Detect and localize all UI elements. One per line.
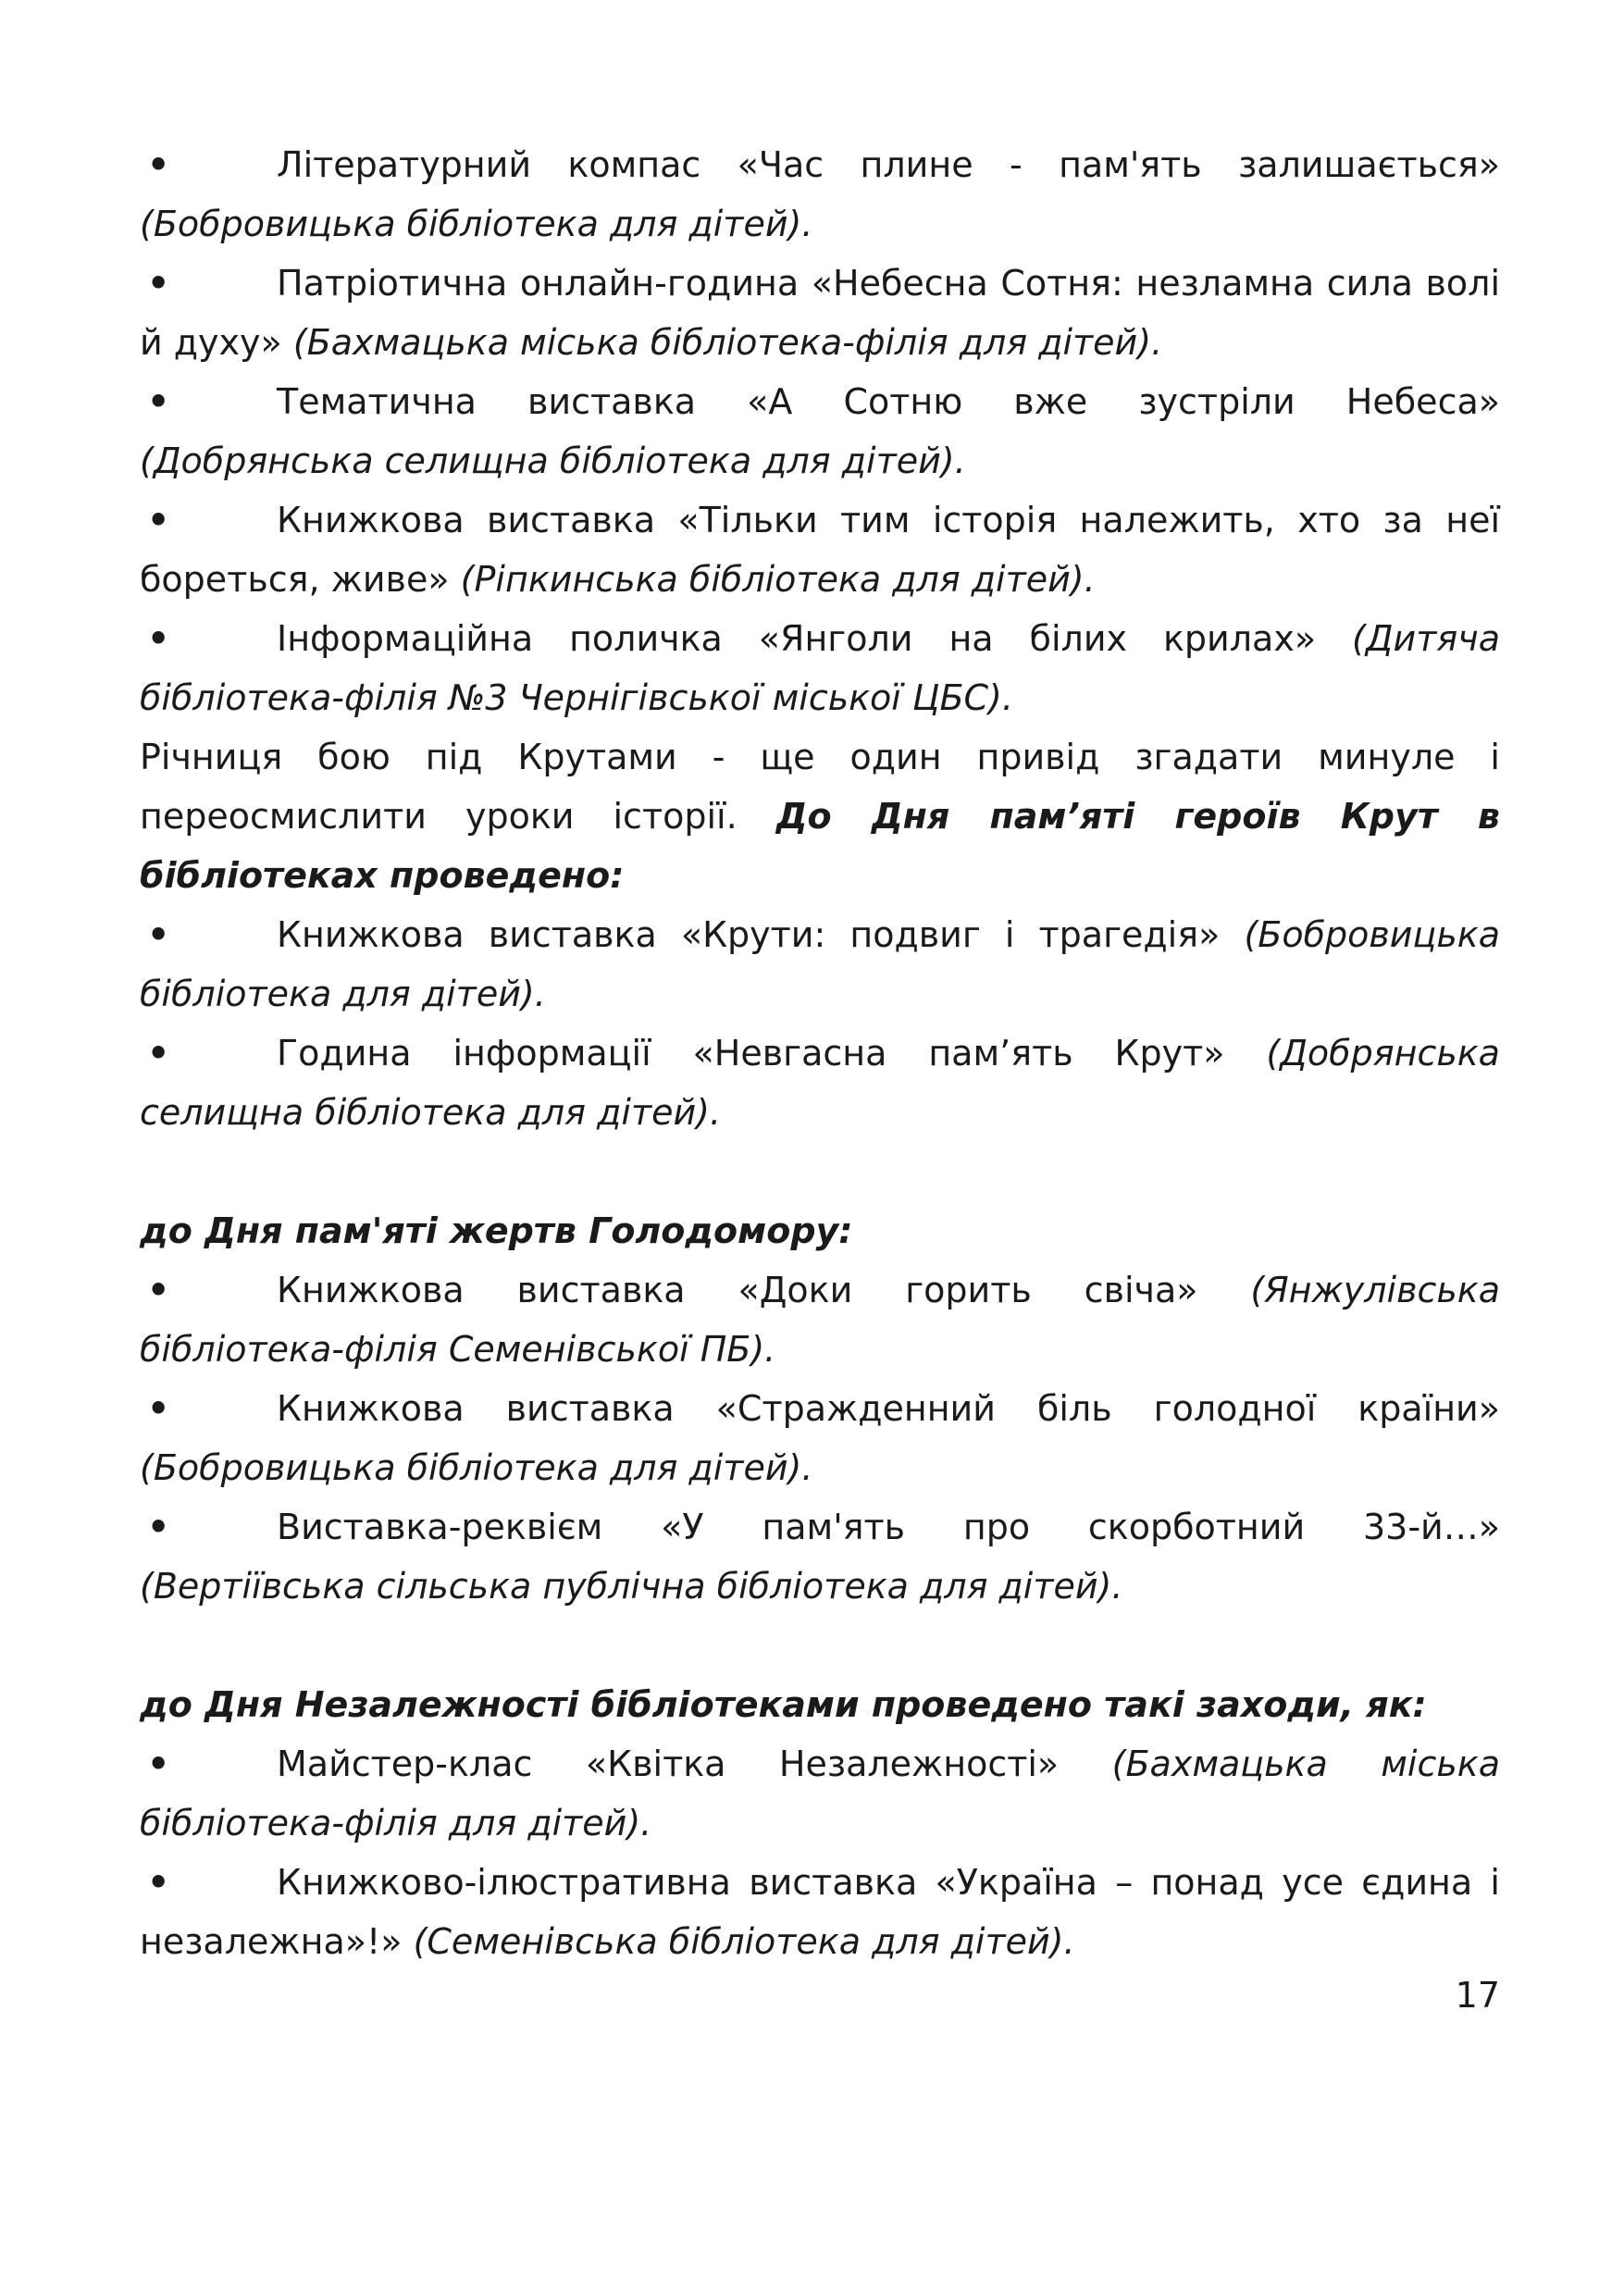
bullet: • — [147, 1270, 170, 1310]
section-heading-holodomor: до Дня пам'яті жертв Голодомору: — [140, 1210, 853, 1251]
list-item — [140, 135, 1500, 254]
list-item — [140, 372, 1500, 490]
item-source: (Дитяча бібліотека-філія №3 Чернігівської міської ЦБС). — [140, 618, 1500, 718]
list-item — [140, 905, 1500, 1024]
bullet: • — [147, 1388, 170, 1429]
item-title: Інформаційна поличка «Янголи на білих крилах» — [277, 618, 1317, 659]
kruty-intro — [140, 727, 1500, 905]
list-item — [140, 1734, 1500, 1853]
item-source: (Бобровицька бібліотека для дітей). — [140, 204, 813, 244]
bullet: • — [147, 144, 170, 185]
list-item — [140, 1853, 1500, 1971]
item-title: Виставка-реквієм «У пам'ять про скорботний 33-й…» — [277, 1507, 1500, 1547]
item-title: Книжкова виставка «Крути: подвиг і трагедія» — [277, 914, 1221, 955]
item-title: Книжково-ілюстративна виставка «Україна – понад усе єдина і незалежна»!» — [140, 1862, 1500, 1962]
bullet: • — [147, 618, 170, 659]
item-source: (Добрянська селищна бібліотека для дітей). — [140, 441, 966, 481]
list-item — [140, 1260, 1500, 1379]
item-title: Літературний компас «Час плине - пам'ять залишається» — [277, 144, 1500, 185]
bullet: • — [147, 500, 170, 540]
list-item — [140, 490, 1500, 609]
bullet: • — [147, 1862, 170, 1903]
section-gap — [140, 1142, 1500, 1201]
item-source: (Бобровицька бібліотека для дітей). — [140, 1447, 813, 1488]
bullet: • — [147, 1507, 170, 1547]
item-source: (Бахмацька міська бібліотека-філія для дітей). — [292, 322, 1163, 363]
item-source: (Ріпкинська бібліотека для дітей). — [460, 559, 1096, 600]
bullet: • — [147, 381, 170, 422]
item-title: Книжкова виставка «Стражденний біль голодної країни» — [277, 1388, 1500, 1429]
item-title: Книжкова виставка «Доки горить свіча» — [277, 1270, 1198, 1310]
item-title: Година інформації «Невгасна пам’ять Крут» — [277, 1033, 1225, 1074]
item-title: Тематична виставка «А Сотню вже зустріли Небеса» — [277, 381, 1500, 422]
item-source: (Семенівська бібліотека для дітей). — [413, 1921, 1075, 1962]
kruty-intro-bold: До Дня пам’яті героїв Крут в бібліотеках проведено: — [140, 796, 1500, 896]
item-source: (Бобровицька бібліотека для дітей). — [140, 914, 1500, 1014]
section-heading-independence: до Дня Незалежності бібліотеками проведено такі заходи, як: — [140, 1684, 1427, 1725]
item-source: (Бахмацька міська бібліотека-філія для дітей). — [140, 1744, 1500, 1843]
list-item — [140, 254, 1500, 372]
page-content — [140, 135, 1500, 1971]
item-title: Книжкова виставка «Тільки тим історія належить, хто за неї бореться, живе» — [140, 500, 1500, 600]
kruty-intro-text: Річниця бою під Крутами - ще один привід згадати минуле і переосмислити уроки історії. — [140, 737, 1500, 837]
bullet: • — [147, 1744, 170, 1784]
section-gap — [140, 1616, 1500, 1675]
list-item — [140, 609, 1500, 727]
item-source: (Янжулівська бібліотека-філія Семенівської ПБ). — [140, 1270, 1500, 1370]
bullet: • — [147, 914, 170, 955]
list-item — [140, 1497, 1500, 1616]
list-item — [140, 1024, 1500, 1142]
item-source: (Добрянська селищна бібліотека для дітей). — [140, 1033, 1500, 1133]
list-item — [140, 1379, 1500, 1497]
item-source: (Вертіївська сільська публічна бібліотека для дітей). — [140, 1566, 1123, 1607]
page-number: 17 — [1455, 1975, 1500, 2016]
item-title: Патріотична онлайн-година «Небесна Сотня: незламна сила волі й духу» — [140, 263, 1500, 363]
bullet: • — [147, 1033, 170, 1074]
bullet: • — [147, 263, 170, 304]
item-title: Майстер-клас «Квітка Незалежності» — [277, 1744, 1060, 1784]
